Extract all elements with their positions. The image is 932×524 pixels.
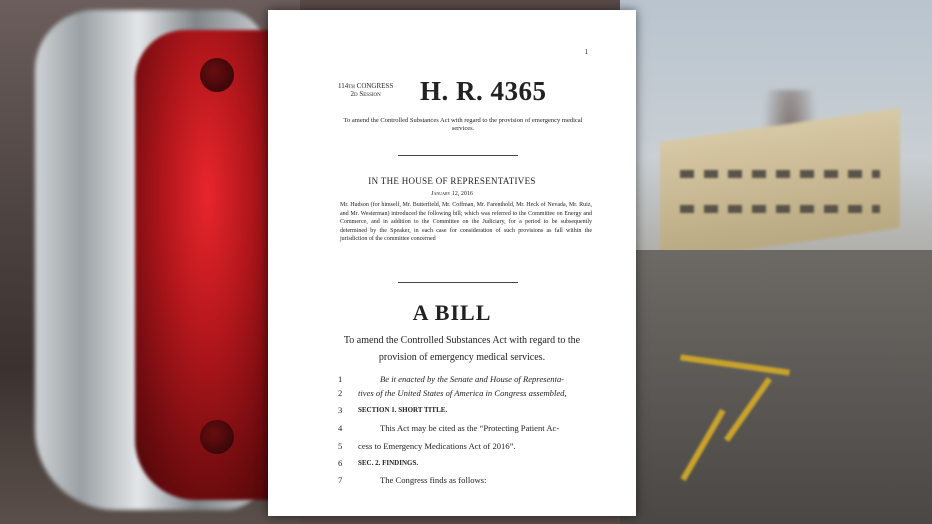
line-number: 6 bbox=[338, 458, 343, 468]
line-number: 7 bbox=[338, 475, 343, 485]
a-bill-heading: A BILL bbox=[412, 300, 492, 325]
building-windows-lower bbox=[680, 205, 880, 213]
screw-top bbox=[200, 58, 234, 92]
congress-line: 114th CONGRESS bbox=[338, 82, 394, 90]
line-text: Be it enacted by the Senate and House of Representa- bbox=[380, 374, 565, 384]
house-heading: IN THE HOUSE OF REPRESENTATIVES bbox=[368, 176, 536, 186]
line-number: 4 bbox=[338, 423, 343, 433]
divider bbox=[398, 282, 518, 283]
section-heading: SECTION 1. SHORT TITLE. bbox=[358, 406, 448, 414]
line-text: tives of the United States of America in Congress assembled, bbox=[358, 388, 567, 398]
line-number: 2 bbox=[338, 388, 343, 398]
bill-subtitle: To amend the Controlled Substances Act with regard to the provision of emergency medical services. bbox=[343, 117, 583, 132]
introduction-date: January 12, 2016 bbox=[431, 191, 473, 197]
parking-lot bbox=[620, 250, 932, 524]
line-text: This Act may be cited as the “Protecting Patient Ac- bbox=[380, 423, 560, 433]
divider bbox=[398, 155, 518, 156]
session-line: 2d Session bbox=[350, 90, 381, 98]
section-heading: SEC. 2. FINDINGS. bbox=[358, 459, 419, 467]
line-number: 1 bbox=[338, 374, 343, 384]
page-number: 1 bbox=[584, 48, 588, 56]
bill-document-page bbox=[268, 10, 636, 516]
line-number: 3 bbox=[338, 405, 343, 415]
building-windows-upper bbox=[680, 170, 880, 178]
line-text: cess to Emergency Medications Act of 2016”. bbox=[358, 441, 516, 451]
screw-bottom bbox=[200, 420, 234, 454]
sponsors-paragraph: Mr. Hudson (for himself, Mr. Butterfield, Mr. Coffman, Mr. Farenthold, Mr. Heck of Nevada, Mr. Ruiz, and Mr. Westerman) introduced the following bill; which was referred to the Committee on Energy and Commerce, and in addition to the Committee on the Judiciary, for a period to be subsequently determined by the Speaker, in each case for consideration of such provisions as fall within the jurisdiction of the committee concerned bbox=[340, 202, 592, 242]
line-number: 5 bbox=[338, 441, 343, 451]
bill-purpose: To amend the Controlled Substances Act with regard to the provision of emergency medical services. bbox=[343, 335, 581, 363]
bill-number: H. R. 4365 bbox=[420, 76, 547, 106]
line-text: The Congress finds as follows: bbox=[380, 475, 487, 485]
congress-session bbox=[338, 82, 393, 98]
